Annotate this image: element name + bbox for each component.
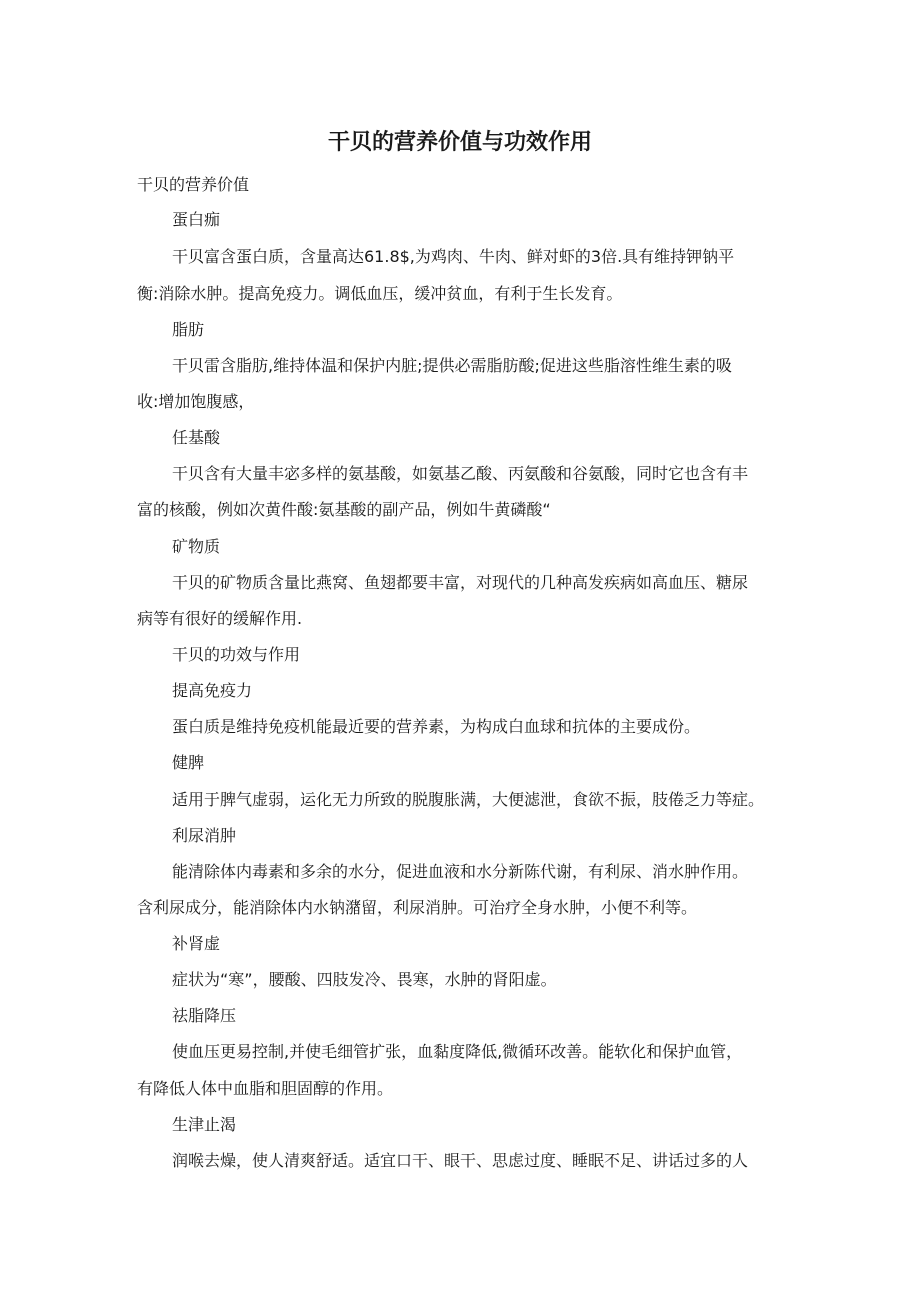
section-heading-effects: 干贝的功效与作用: [172, 645, 301, 664]
section-heading-nutrition: 干贝的营养价值: [137, 175, 250, 194]
subheading-fat: 脂肪: [172, 320, 205, 339]
paragraph-line: 病等有很好的缓解作用.: [137, 609, 303, 628]
subheading-thirst: 生津止渴: [172, 1115, 237, 1134]
subheading-minerals: 矿物质: [172, 537, 221, 556]
subheading-amino-acids: 任基酸: [172, 428, 221, 447]
paragraph-line: 症状为“寒”，腰酸、四肢发冷、畏寒，水肿的肾阳虚。: [172, 970, 557, 989]
paragraph-line: 能清除体内毒素和多余的水分，促进血液和水分新陈代谢，有利尿、消水肿作用。: [172, 862, 749, 881]
document-title: 干贝的营养价值与功效作用: [327, 130, 592, 155]
paragraph-line: 含利尿成分，能消除体内水钠潴留，利尿消肿。可治疗全身水肿，小便不利等。: [137, 898, 698, 917]
subheading-diuresis: 利尿消肿: [172, 826, 237, 845]
subheading-immunity: 提高免疫力: [172, 681, 253, 700]
paragraph-line: 有降低人体中血脂和胆固醇的作用。: [137, 1079, 394, 1098]
paragraph-line: 干贝雷含脂肪,维持体温和保护内脏;提供必需脂肪酸;促进这些脂溶性维生素的吸: [172, 356, 732, 375]
paragraph-line: 干贝含有大量丰宓多样的氨基酸，如氨基乙酸、丙氨酸和谷氨酸，同时它也含有丰: [172, 464, 749, 483]
subheading-spleen: 健脾: [172, 753, 205, 772]
paragraph-line: 润喉去燥，使人清爽舒适。适宜口干、眼干、思虑过度、睡眠不足、讲话过多的人: [172, 1151, 749, 1170]
paragraph-line: 衡:消除水肿。提高免疫力。调低血压，缓冲贫血，有利于生长发育。: [137, 284, 623, 303]
paragraph-line: 使血压更易控制,并使毛细管扩张，血黏度降低,微循环改善。能软化和保护血管，: [172, 1042, 743, 1061]
paragraph-line: 收:增加饱腹感，: [137, 392, 255, 411]
subheading-protein: 蛋白痂: [172, 210, 221, 229]
subheading-kidney: 补肾虚: [172, 934, 221, 953]
paragraph-line: 干贝富含蛋白质，含量高达61.8$,为鸡肉、牛肉、鲜对虾的3倍.具有维持钾钠平: [172, 247, 735, 266]
paragraph-line: 富的核酸，例如次黄件酸:氨基酸的副产品，例如牛黄磷酸“: [137, 500, 551, 519]
paragraph-line: 适用于脾气虚弱，运化无力所致的脱腹胀满，大便滤泄，食欲不振，肢倦乏力等症。: [172, 790, 765, 809]
paragraph-line: 干贝的矿物质含量比燕窝、鱼翅都要丰富，对现代的几种高发疾病如高血压、糖尿: [172, 573, 749, 592]
subheading-lipid-pressure: 祛脂降压: [172, 1006, 237, 1025]
paragraph-line: 蛋白质是维持免疫机能最近要的营养素，为构成白血球和抗体的主要成份。: [172, 717, 701, 736]
